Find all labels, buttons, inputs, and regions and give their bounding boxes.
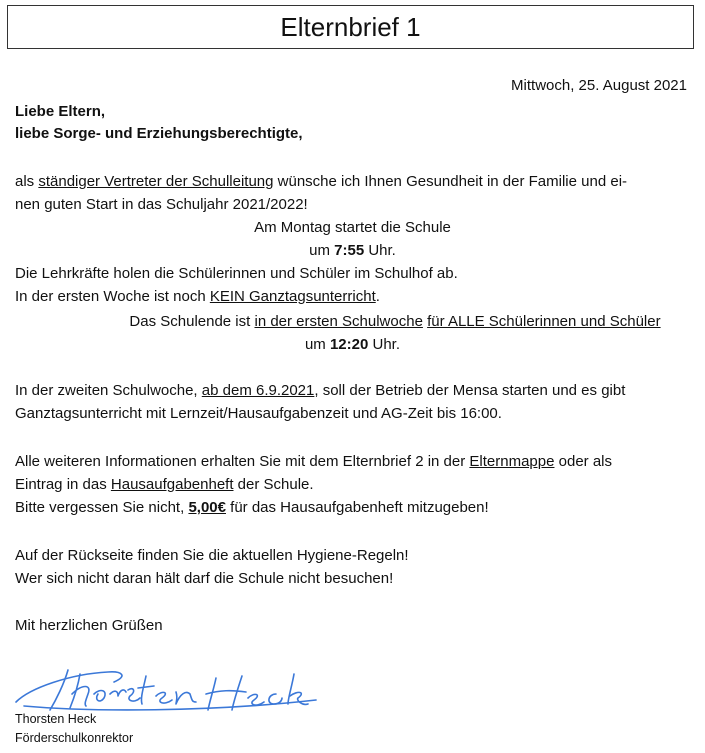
text: oder als (554, 453, 613, 470)
text: Bitte vergessen Sie nicht, (15, 499, 189, 516)
paragraph-3-line-1 (15, 452, 612, 472)
text: Uhr. (364, 242, 396, 259)
text: Uhr. (368, 336, 401, 353)
text: In der zweiten Schulwoche, (15, 382, 202, 399)
text: Das Schulende ist (129, 313, 255, 330)
text: als (15, 173, 39, 190)
hygiene-line-1: Auf der Rückseite finden Sie die aktuellen Hygiene-Regeln! (15, 547, 409, 564)
first-week-line (15, 287, 380, 307)
underlined-text: Hausaufgabenheft (110, 476, 234, 493)
signer-role: Förderschulkonrektor (15, 731, 134, 745)
signer-name: Thorsten Heck (15, 712, 97, 726)
text: für das Hausaufgabenheft mitzugeben! (225, 499, 489, 516)
teachers-line: Die Lehrkräfte holen die Schülerinnen und Schüler im Schulhof ab. (15, 265, 458, 282)
greeting-line-1 (15, 102, 105, 122)
end-time: 12:20 (329, 336, 369, 353)
underlined-text: Elternmappe (469, 453, 555, 470)
fee (188, 499, 226, 516)
text: In der ersten Woche ist noch (15, 288, 210, 305)
text: , soll der Betrieb der Mensa starten und es gibt (314, 382, 626, 399)
paragraph-1-line-1 (15, 172, 627, 192)
paragraph-2-line-2: Ganztagsunterricht mit Lernzeit/Hausaufgabenzeit und AG-Zeit bis 16:00. (15, 405, 502, 422)
text: um (309, 242, 335, 259)
underlined-text: für ALLE Schülerinnen und Schüler (427, 313, 661, 330)
start-time: 7:55 (334, 242, 365, 259)
hygiene-line-2: Wer sich nicht daran hält darf die Schule nicht besuchen! (15, 570, 394, 587)
paragraph-1-line-2: nen guten Start in das Schuljahr 2021/2022! (15, 196, 308, 213)
greeting-2: liebe Sorge- und Erziehungsberechtigte, (15, 125, 303, 142)
letter-date: Mittwoch, 25. August 2021 (511, 77, 687, 94)
text: um (304, 336, 330, 353)
end-line (0, 312, 705, 332)
greeting-line-2 (15, 124, 303, 144)
text: Eintrag in das (15, 476, 111, 493)
paragraph-3-line-2 (15, 475, 314, 495)
start-line: Am Montag startet die Schule (254, 219, 451, 236)
underlined-text: ab dem 6.9.2021 (201, 382, 315, 399)
closing: Mit herzlichen Grüßen (15, 617, 163, 634)
end-time-line (0, 335, 705, 355)
text: wünsche ich Ihnen Gesundheit in der Familie und ei- (273, 173, 628, 190)
text: . (375, 288, 380, 305)
text: der Schule. (233, 476, 314, 493)
underlined-text: ständiger Vertreter der Schulleitung (38, 173, 274, 190)
greeting-1: Liebe Eltern, (15, 103, 106, 120)
paragraph-3-line-3 (15, 498, 489, 518)
page-title: Elternbrief 1 (7, 5, 694, 49)
paragraph-2-line-1 (15, 381, 625, 401)
underlined-text: KEIN Ganztagsunterricht (209, 288, 376, 305)
text: Alle weiteren Informationen erhalten Sie mit dem Elternbrief 2 in der (15, 453, 470, 470)
underlined-text: in der ersten Schulwoche (254, 313, 423, 330)
fee-amount: 5,00€ (188, 499, 226, 516)
start-time-line (0, 241, 705, 261)
